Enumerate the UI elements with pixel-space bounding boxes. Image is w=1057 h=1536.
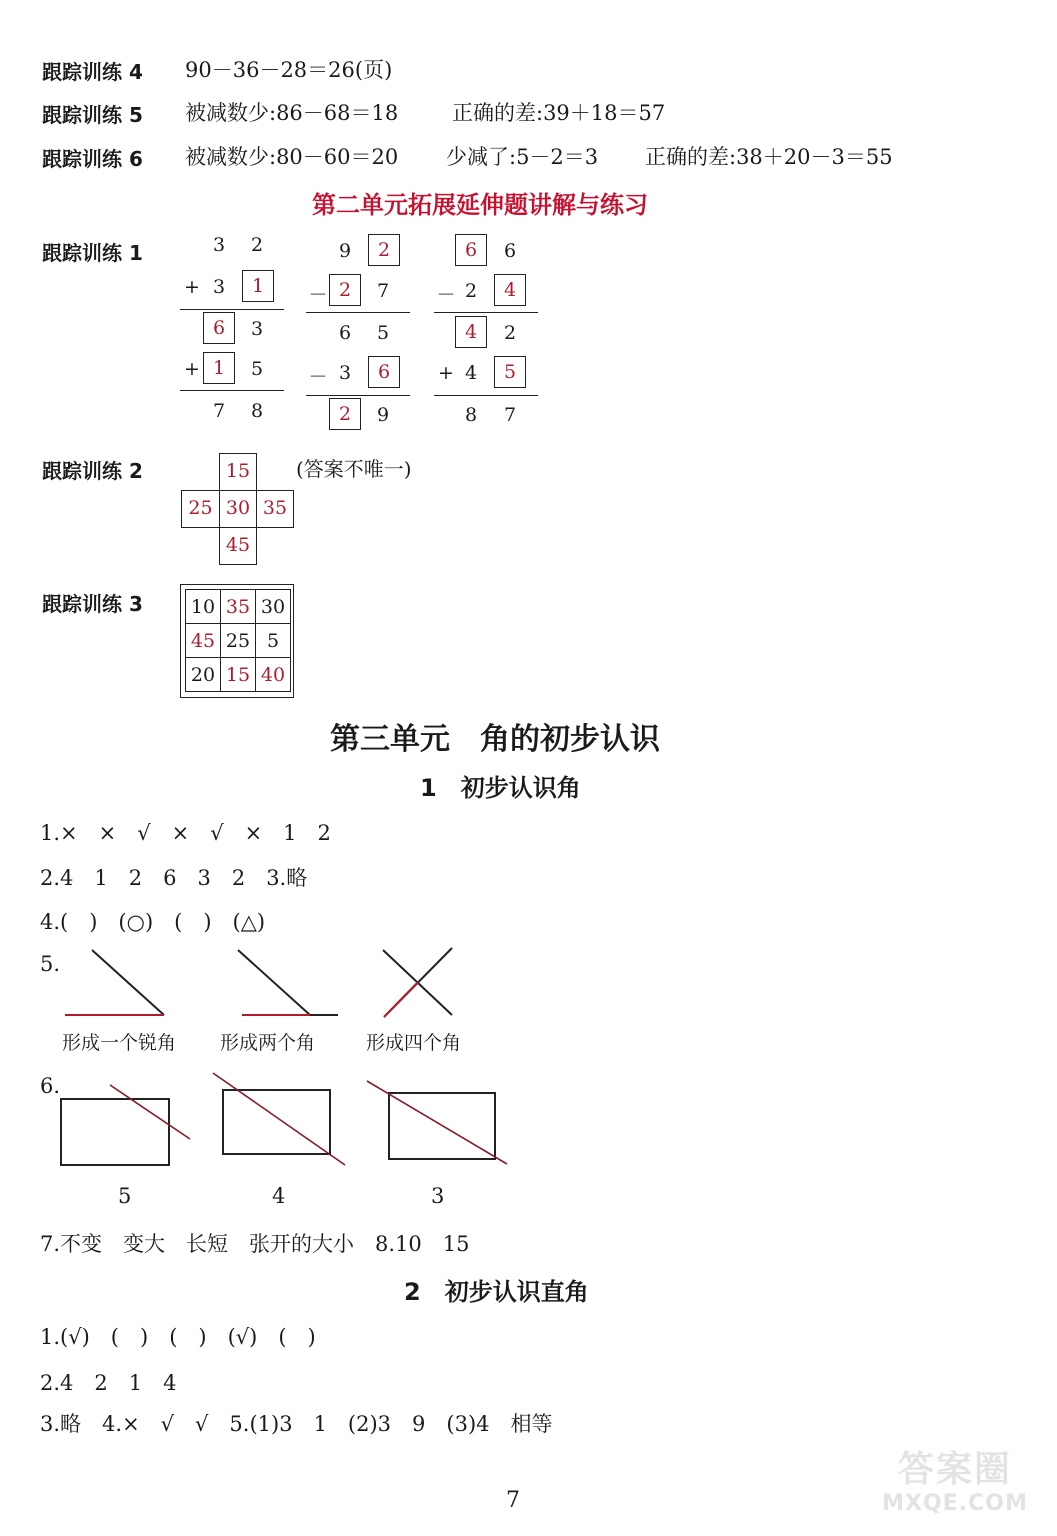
unit2-heading: 第二单元拓展延伸题讲解与练习	[312, 191, 648, 219]
s1-q4: 4.( ) (○) ( ) (△)	[40, 910, 266, 934]
operator: +	[184, 276, 200, 298]
cross-bottom: 45	[219, 527, 257, 565]
digit: 2	[464, 280, 478, 302]
section2-heading: 2 初步认识直角	[404, 1278, 589, 1306]
square-cell: 15	[220, 657, 256, 692]
square-cell: 30	[255, 589, 291, 624]
training-4-label: 跟踪训练 4	[42, 60, 143, 84]
angle-figure-2	[238, 945, 348, 1020]
cross-right: 35	[256, 490, 294, 528]
s1-q5-label: 5.	[40, 952, 61, 976]
square-cell: 10	[185, 589, 221, 624]
digit: 3	[212, 276, 226, 298]
sum-line	[180, 309, 284, 310]
square-cell: 25	[220, 623, 256, 658]
angle-figure-3	[380, 945, 465, 1020]
operator: －	[308, 366, 328, 388]
answer-box: 6	[368, 356, 400, 388]
answer-box: 4	[455, 316, 487, 348]
magic-square	[180, 584, 294, 698]
answer-box: 1	[203, 352, 235, 384]
s1-q6-label: 6.	[40, 1074, 61, 1098]
q5-caption-2: 形成两个角	[220, 1032, 316, 1054]
training-6-text-a: 被减数少:80－60＝20	[185, 145, 399, 169]
cut-rectangle-3	[364, 1078, 514, 1168]
digit: 5	[376, 322, 390, 344]
q5-caption-1: 形成一个锐角	[62, 1032, 177, 1054]
sum-line	[434, 395, 538, 396]
s2-q3: 3.略 4.× √ √ 5.(1)3 1 (2)3 9 (3)4 相等	[40, 1412, 553, 1436]
square-cell: 40	[255, 657, 291, 692]
operator: +	[438, 362, 454, 384]
unit2-training-1-label: 跟踪训练 1	[42, 241, 143, 265]
digit: 5	[250, 358, 264, 380]
cross-center: 30	[219, 490, 257, 528]
q6-number-1: 5	[118, 1184, 132, 1208]
digit: 9	[338, 240, 352, 262]
answer-box: 5	[494, 356, 526, 388]
sum-line	[434, 312, 538, 313]
angle-figure-1	[60, 945, 170, 1020]
digit: 7	[212, 400, 226, 422]
answer-box: 2	[329, 398, 361, 430]
digit: 8	[250, 400, 264, 422]
operator: +	[184, 358, 200, 380]
training-6-text-c: 正确的差:38＋20－3＝55	[645, 145, 893, 169]
s2-q1: 1.(√) ( ) ( ) (√) ( )	[40, 1325, 316, 1349]
training-5-text-a: 被减数少:86－68＝18	[185, 101, 399, 125]
training-4-text: 90－36－28＝26(页)	[185, 58, 393, 82]
answer-box: 1	[242, 270, 274, 302]
s1-q2: 2.4 1 2 6 3 2 3.略	[40, 866, 308, 890]
square-cell: 45	[185, 623, 221, 658]
sum-line	[180, 390, 284, 391]
digit: 3	[338, 362, 352, 384]
cut-rectangle-2	[210, 1070, 350, 1170]
sum-line	[306, 395, 410, 396]
s2-q2: 2.4 2 1 4	[40, 1371, 177, 1395]
answer-box: 6	[203, 312, 235, 344]
digit: 6	[503, 240, 517, 262]
training-5-label: 跟踪训练 5	[42, 103, 143, 127]
square-cell: 5	[255, 623, 291, 658]
section1-heading: 1 初步认识角	[420, 774, 581, 802]
cut-rectangle-1	[58, 1082, 198, 1172]
unit3-heading: 第三单元 角的初步认识	[330, 722, 660, 757]
s1-q7: 7.不变 变大 长短 张开的大小 8.10 15	[40, 1232, 470, 1256]
digit: 2	[250, 234, 264, 256]
square-cell: 35	[220, 589, 256, 624]
answer-box: 4	[494, 274, 526, 306]
digit: 6	[338, 322, 352, 344]
unit2-training-2-label: 跟踪训练 2	[42, 459, 143, 483]
training-5-text-b: 正确的差:39＋18＝57	[452, 101, 666, 125]
digit: 4	[464, 362, 478, 384]
digit: 3	[250, 318, 264, 340]
cross-top: 15	[219, 453, 257, 491]
square-cell: 20	[185, 657, 221, 692]
training-6-label: 跟踪训练 6	[42, 147, 143, 171]
digit: 7	[376, 280, 390, 302]
answer-note: (答案不唯一)	[296, 457, 412, 481]
operator: －	[436, 284, 456, 306]
digit: 2	[503, 322, 517, 344]
digit: 8	[464, 404, 478, 426]
q5-caption-3: 形成四个角	[366, 1032, 462, 1054]
training-6-text-b: 少减了:5－2＝3	[446, 145, 599, 169]
digit: 9	[376, 404, 390, 426]
sum-line	[306, 312, 410, 313]
answer-box: 2	[329, 274, 361, 306]
digit: 7	[503, 404, 517, 426]
answer-box: 2	[368, 234, 400, 266]
watermark-logo: 答案圈 MXQE.COM	[882, 1449, 1028, 1516]
q6-number-3: 3	[431, 1184, 445, 1208]
cross-left: 25	[181, 490, 220, 528]
s1-q1: 1.× × √ × √ × 1 2	[40, 821, 331, 845]
digit: 3	[212, 234, 226, 256]
unit2-training-3-label: 跟踪训练 3	[42, 592, 143, 616]
answer-box: 6	[455, 234, 487, 266]
operator: －	[308, 284, 328, 306]
q6-number-2: 4	[272, 1184, 286, 1208]
page-number: 7	[506, 1488, 520, 1513]
